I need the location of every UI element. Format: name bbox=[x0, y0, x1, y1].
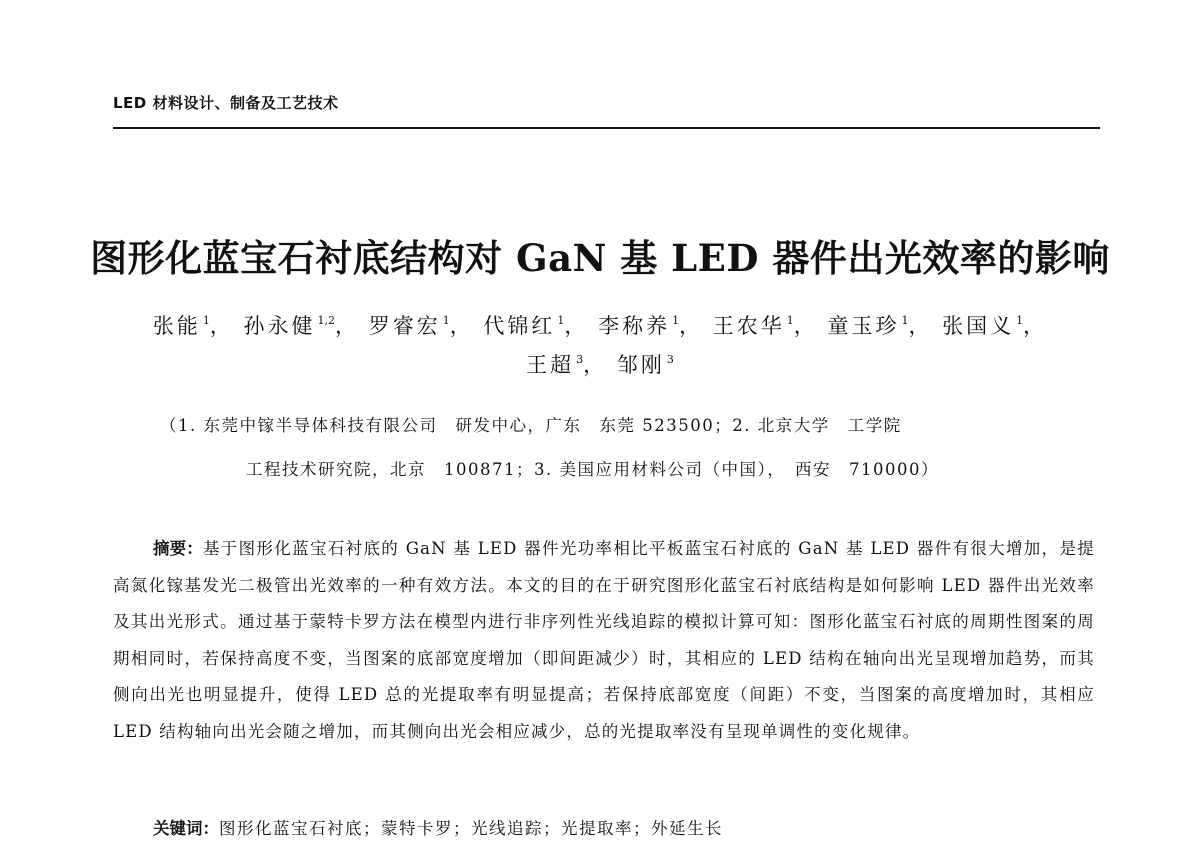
author-name: 孙永健 bbox=[243, 314, 316, 338]
keywords-line bbox=[153, 815, 723, 839]
author-name: 张国义 bbox=[942, 314, 1015, 338]
abstract-text: 基于图形化蓝宝石衬底的 GaN 基 LED 器件光功率相比平板蓝宝石衬底的 GaN 基 LED 器件有很大增加，是提高氮化镓基发光二极管出光效率的一种有效方法。本文的目的在于研究图形化蓝宝石衬底结构是如何影响 LED 器件出光效率及其出光形式。通过基于蒙特卡罗方法在模型内进行非序列性光线追踪的模拟计算可知：图形化蓝宝石衬底的周期性图案的周期相同时，若保持高度不变，当图案的底部宽度增加（即间距减少）时，其相应的 LED 结构在轴向出光呈现增加趋势，而其侧向出光也明显提升，使得 LED 总的光提取率有明显提高；若保持底部宽度（间距）不变，当图案的高度增加时，其相应 LED 结构轴向出光会随之增加，而其侧向出光会相应减少，总的光提取率没有呈现单调性的变化规律。 bbox=[113, 539, 1096, 741]
author-name: 代锦红 bbox=[483, 314, 556, 338]
author-affiliation-mark: 3 bbox=[576, 353, 584, 366]
author-affiliation-mark: 3 bbox=[666, 353, 674, 366]
author-affiliation-mark: 1 bbox=[557, 314, 565, 327]
abstract-paragraph bbox=[113, 531, 1095, 750]
author-affiliation-mark: 1 bbox=[672, 314, 680, 327]
affiliations-line-2: 工程技术研究院，北京 100871；3. 美国应用材料公司（中国）， 西安 710000） bbox=[246, 460, 939, 479]
author-affiliation-mark: 1 bbox=[786, 314, 794, 327]
author-list-line-2: 王超 $^3$， 邹刚 $^3$ bbox=[526, 353, 674, 377]
keywords-text: 图形化蓝宝石衬底；蒙特卡罗；光线追踪；光提取率；外延生长 bbox=[219, 819, 723, 838]
header-rule bbox=[113, 127, 1100, 129]
author-affiliation-mark: 1 bbox=[901, 314, 909, 327]
author-affiliation-mark: 1 bbox=[1016, 314, 1024, 327]
author-name: 童玉珍 bbox=[827, 314, 900, 338]
author-name: 王农华 bbox=[712, 314, 785, 338]
running-header: LED 材料设计、制备及工艺技术 bbox=[113, 94, 339, 112]
author-name: 罗睿宏 bbox=[368, 314, 441, 338]
author-affiliation-mark: 1 bbox=[442, 314, 450, 327]
author-list-line-1: 张能 $^1$， 孙永健 $^{1,2}$， 罗睿宏 $^1$， 代锦红 $^1$， 李称养 $^1$， 王农华 $^1$， 童玉珍 $^1$， 张国义 $^1$， bbox=[152, 314, 1048, 338]
author-name: 王超 bbox=[526, 353, 575, 377]
author-affiliation-mark: 1 bbox=[202, 314, 210, 327]
author-affiliation-mark: 1,2 bbox=[317, 314, 336, 327]
affiliations-line-1: （1. 东莞中镓半导体科技有限公司 研发中心，广东 东莞 523500；2. 北京大学 工学院 bbox=[160, 416, 902, 435]
abstract-label: 摘要： bbox=[153, 539, 203, 558]
paper-title: 图形化蓝宝石衬底结构对 GaN 基 LED 器件出光效率的影响 bbox=[90, 236, 1110, 280]
author-name: 张能 bbox=[152, 314, 201, 338]
author-name: 邹刚 bbox=[616, 353, 665, 377]
keywords-label: 关键词： bbox=[153, 819, 219, 838]
author-name: 李称养 bbox=[598, 314, 671, 338]
